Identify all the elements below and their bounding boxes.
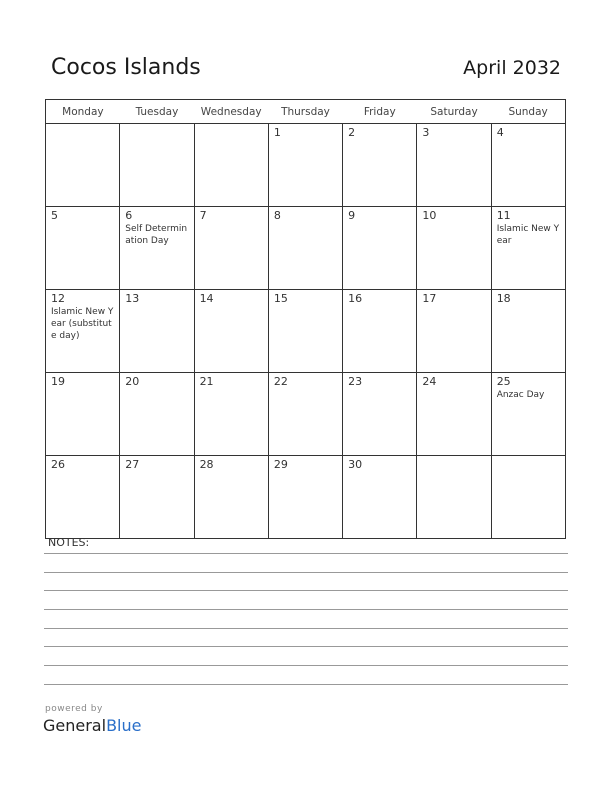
note-line: [44, 684, 568, 685]
day-cell: [268, 290, 342, 373]
calendar-grid: [45, 99, 566, 539]
day-cell: [491, 456, 565, 539]
week-row: [46, 456, 566, 539]
day-cell: [491, 373, 565, 456]
day-cell: [343, 207, 417, 290]
weekday-header: Thursday: [268, 100, 342, 124]
month-year-title: April 2032: [463, 57, 561, 79]
day-number: 23: [348, 375, 363, 388]
day-cell: [343, 124, 417, 207]
brand-general: General: [43, 716, 107, 735]
day-cell: [268, 124, 342, 207]
holiday-label: Islamic New Year: [496, 224, 560, 246]
day-number: 5: [51, 209, 58, 222]
day-cell: [417, 456, 491, 539]
note-line: [44, 572, 568, 573]
day-cell: [343, 373, 417, 456]
weekday-header: Sunday: [491, 100, 565, 124]
note-line: [44, 646, 568, 647]
day-number: 29: [273, 458, 288, 471]
day-number: 11: [496, 209, 511, 222]
weekday-header: Tuesday: [120, 100, 194, 124]
day-number: 30: [348, 458, 363, 471]
day-number: 3: [422, 126, 430, 139]
day-number: 25: [496, 375, 511, 388]
brand-blue: Blue: [106, 716, 142, 735]
day-number: 12: [51, 292, 65, 305]
day-cell: [343, 456, 417, 539]
weekday-header: Monday: [46, 100, 120, 124]
note-line: [44, 628, 568, 629]
day-number: 21: [199, 375, 214, 388]
day-number: 13: [125, 292, 140, 305]
day-number: 28: [199, 458, 214, 471]
day-number: 6: [125, 209, 133, 222]
day-cell: [46, 124, 120, 207]
day-cell: [120, 124, 194, 207]
day-cell: [491, 290, 565, 373]
note-line: [44, 665, 568, 666]
day-number: 14: [199, 292, 214, 305]
weekday-header: Friday: [343, 100, 417, 124]
day-cell: [120, 373, 194, 456]
week-row: [46, 124, 566, 207]
day-number: 10: [422, 209, 437, 222]
day-cell: [194, 456, 268, 539]
day-number: 4: [496, 126, 504, 139]
weekday-header: Saturday: [417, 100, 491, 124]
day-number: 27: [125, 458, 140, 471]
holiday-label: Islamic New Year (substitute day): [51, 307, 114, 341]
note-line: [44, 590, 568, 591]
day-number: 26: [51, 458, 65, 471]
day-cell: [194, 124, 268, 207]
day-number: 20: [125, 375, 140, 388]
weekday-header: Wednesday: [194, 100, 268, 124]
notes-label: NOTES:: [48, 536, 90, 549]
week-row: [46, 207, 566, 290]
day-cell: [194, 290, 268, 373]
day-cell: [417, 124, 491, 207]
day-cell: [417, 290, 491, 373]
day-cell: [491, 207, 565, 290]
day-cell: [120, 290, 194, 373]
day-number: 2: [348, 126, 356, 139]
day-number: 1: [273, 126, 281, 139]
day-number: 24: [422, 375, 437, 388]
week-row: [46, 290, 566, 373]
day-cell: [268, 456, 342, 539]
day-cell: [46, 207, 120, 290]
week-row: [46, 373, 566, 456]
day-cell: [120, 207, 194, 290]
day-cell: [46, 373, 120, 456]
day-cell: [268, 373, 342, 456]
day-number: 19: [51, 375, 65, 388]
day-cell: [417, 373, 491, 456]
day-number: 18: [496, 292, 511, 305]
day-cell: [194, 373, 268, 456]
day-cell: [46, 456, 120, 539]
day-number: 9: [348, 209, 356, 222]
day-number: 7: [199, 209, 207, 222]
generalblue-logo: [43, 716, 141, 735]
day-cell: [46, 290, 120, 373]
day-cell: [120, 456, 194, 539]
weekday-header-row: [46, 100, 566, 124]
holiday-label: Self Determination Day: [125, 224, 188, 246]
day-cell: [491, 124, 565, 207]
day-number: 17: [422, 292, 437, 305]
day-cell: [417, 207, 491, 290]
day-number: 22: [273, 375, 288, 388]
day-cell: [343, 290, 417, 373]
day-number: 8: [273, 209, 281, 222]
day-cell: [268, 207, 342, 290]
note-line: [44, 609, 568, 610]
holiday-label: Anzac Day: [496, 390, 545, 400]
powered-by-text: powered by: [45, 704, 103, 714]
day-number: 15: [273, 292, 288, 305]
country-title: Cocos Islands: [51, 55, 201, 80]
day-number: 16: [348, 292, 363, 305]
note-line: [44, 553, 568, 554]
day-cell: [194, 207, 268, 290]
